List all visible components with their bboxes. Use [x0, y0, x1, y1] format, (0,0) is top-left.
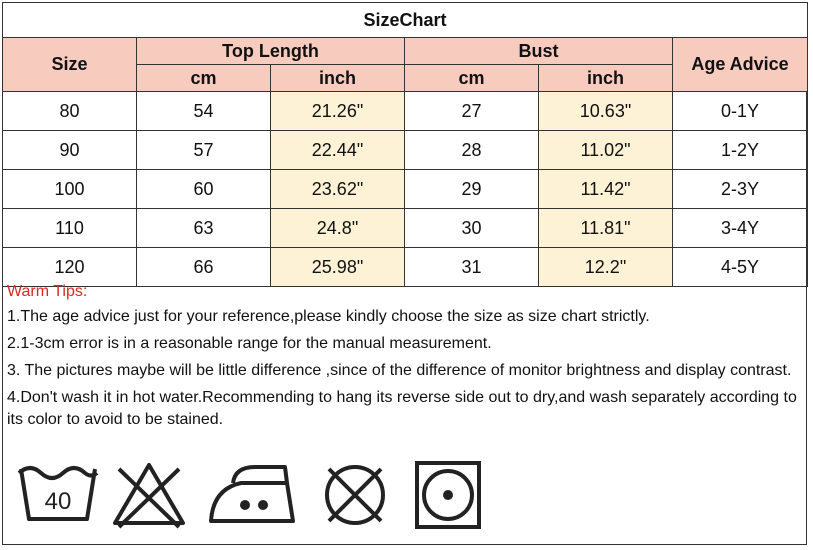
cell-bust-inch: 11.81": [539, 209, 673, 248]
cell-bust-inch: 11.02": [539, 131, 673, 170]
tip-item: 1.The age advice just for your reference,please kindly choose the size as size chart strictly.: [7, 308, 650, 325]
tumble-dry-icon: [413, 459, 483, 533]
cell-top-length-inch: 25.98": [271, 248, 405, 287]
cell-top-length-cm: 57: [137, 131, 271, 170]
table-row: [3, 170, 808, 209]
tip-item: 2.1-3cm error is in a reasonable range for the manual measurement.: [7, 335, 492, 352]
cell-top-length-inch: 21.26": [271, 92, 405, 131]
warm-tips: [7, 281, 802, 436]
table-row: [3, 92, 808, 131]
iron-medium-icon: [205, 459, 297, 529]
care-icons: [3, 459, 808, 539]
size-chart-panel: [2, 2, 807, 545]
cell-size: 110: [3, 209, 137, 248]
header-top-length: Top Length: [137, 38, 405, 65]
wash-40-icon: [15, 459, 101, 525]
cell-top-length-cm: 66: [137, 248, 271, 287]
do-not-bleach-icon: [111, 459, 187, 529]
warm-tips-heading: Warm Tips:: [7, 283, 88, 300]
wash-temperature-label: 40: [44, 488, 72, 515]
cell-top-length-cm: 60: [137, 170, 271, 209]
cell-top-length-inch: 22.44": [271, 131, 405, 170]
tip-item: 3. The pictures maybe will be little difference ,since of the difference of monitor brightness and display contrast.: [7, 362, 792, 379]
cell-bust-cm: 31: [405, 248, 539, 287]
cell-bust-cm: 29: [405, 170, 539, 209]
header-top-length-inch: inch: [271, 65, 405, 92]
do-not-dry-clean-icon: [319, 459, 391, 531]
cell-size: 100: [3, 170, 137, 209]
cell-size: 80: [3, 92, 137, 131]
header-bust-inch: inch: [539, 65, 673, 92]
cell-size: 90: [3, 131, 137, 170]
cell-bust-inch: 10.63": [539, 92, 673, 131]
cell-age: 2-3Y: [673, 170, 808, 209]
header-top-length-cm: cm: [137, 65, 271, 92]
cell-age: 4-5Y: [673, 248, 808, 287]
cell-bust-inch: 11.42": [539, 170, 673, 209]
chart-title: SizeChart: [3, 3, 808, 38]
tip-item: 4.Don't wash it in hot water.Recommending to hang its reverse side out to dry,and wash separately according to its color to avoid to be stained.: [7, 389, 797, 428]
cell-bust-cm: 28: [405, 131, 539, 170]
table-row: [3, 131, 808, 170]
cell-bust-inch: 12.2": [539, 248, 673, 287]
cell-age: 1-2Y: [673, 131, 808, 170]
cell-top-length-cm: 63: [137, 209, 271, 248]
header-age-advice: Age Advice: [673, 38, 808, 92]
table-row: [3, 209, 808, 248]
cell-top-length-inch: 23.62": [271, 170, 405, 209]
header-size: Size: [3, 38, 137, 92]
cell-size: 120: [3, 248, 137, 287]
cell-age: 0-1Y: [673, 92, 808, 131]
cell-bust-cm: 30: [405, 209, 539, 248]
size-chart-table: [2, 2, 808, 287]
header-bust-cm: cm: [405, 65, 539, 92]
cell-top-length-cm: 54: [137, 92, 271, 131]
cell-bust-cm: 27: [405, 92, 539, 131]
header-bust: Bust: [405, 38, 673, 65]
cell-age: 3-4Y: [673, 209, 808, 248]
cell-top-length-inch: 24.8": [271, 209, 405, 248]
